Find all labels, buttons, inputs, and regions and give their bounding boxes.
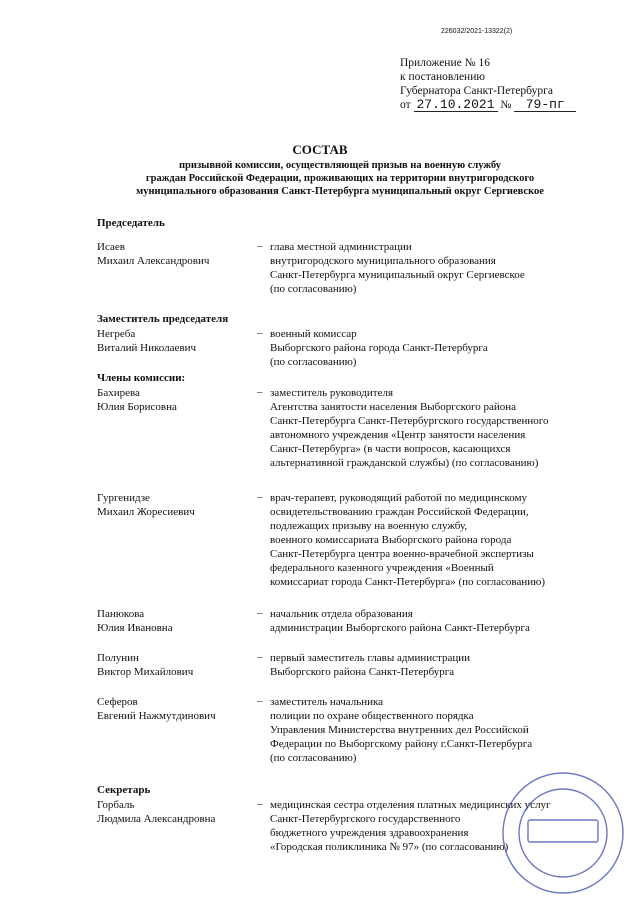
dash: –: [257, 327, 263, 339]
section-deputy: Заместитель председателя: [97, 313, 229, 325]
document-subtitle: [60, 159, 620, 198]
number-label: №: [500, 99, 512, 111]
person-position: первый заместитель главы администрации Выборгского района Санкт-Петербурга: [270, 652, 470, 678]
document-title: СОСТАВ: [292, 142, 348, 157]
dash: –: [257, 386, 263, 398]
document-number: 226032/2021-13322(2): [441, 28, 513, 35]
section-members: Члены комиссии:: [97, 372, 186, 384]
person-position: военный комиссар Выборгского района города Санкт-Петербурга (по согласованию): [270, 328, 488, 368]
person-name: Сеферов Евгений Нажмутдинович: [97, 696, 216, 722]
dash: –: [257, 695, 263, 707]
person-name: Бахирева Юлия Борисовна: [97, 387, 177, 413]
person-position: глава местной администрации внутригородского муниципального образования Санкт-Петербурга муниципальный округ Сергиевское (по согласованию): [270, 241, 525, 295]
person-name: Гургенидзе Михаил Жоресиевич: [97, 492, 195, 518]
person-position: заместитель руководителя Агентства занятости населения Выборгского района Санкт-Петербурга Санкт-Петербургского государственного автономного учреждения «Центр занятости населения Санкт-Петербурга» (в части вопросов, касающихся альтернативной гражданской службы) (по согласованию): [270, 387, 549, 469]
person-position: начальник отдела образования администрации Выборгского района Санкт-Петербурга: [270, 608, 530, 634]
appendix-line-1: Приложение № 16: [400, 57, 490, 69]
person-name: Панюкова Юлия Ивановна: [97, 608, 173, 634]
decree-date: 27.10.2021: [414, 98, 498, 112]
subtitle-line: муниципального образования Санкт-Петербурга муниципальный округ Сергиевское: [136, 186, 544, 197]
section-chairman: Председатель: [97, 217, 165, 229]
dash: –: [257, 607, 263, 619]
dash: –: [257, 651, 263, 663]
appendix-block: [400, 56, 576, 112]
person-name: Горбаль Людмила Александровна: [97, 799, 216, 825]
dash: –: [257, 491, 263, 503]
official-stamp-icon: [498, 768, 628, 898]
subtitle-line: граждан Российской Федерации, проживающих на территории внутригородского: [145, 173, 535, 184]
from-label: от: [400, 99, 411, 111]
section-secretary: Секретарь: [97, 784, 151, 796]
dash: –: [257, 240, 263, 252]
appendix-line-2: к постановлению: [400, 71, 485, 83]
person-name: Полунин Виктор Михайлович: [97, 652, 194, 678]
subtitle-line: призывной комиссии, осуществляющей призыв на военную службу: [179, 160, 501, 171]
decree-number: 79-пг: [514, 98, 576, 112]
appendix-line-3: Губернатора Санкт-Петербурга: [400, 85, 553, 97]
person-position: заместитель начальника полиции по охране общественного порядка Управления Министерства внутренних дел Российской Федерации по Выборгскому району г.Санкт-Петербурга (по согласованию): [270, 696, 533, 764]
dash: –: [257, 798, 263, 810]
person-name: Негреба Виталий Николаевич: [97, 328, 196, 354]
person-position: врач-терапевт, руководящий работой по медицинскому освидетельствованию граждан Российской Федерации, подлежащих призыву на военную службу, военного комиссариата Выборгского района города Санкт-Петербурга центра военно-врачебной экспертизы федерального казенного учреждения «Военный комиссариат города Санкт-Петербурга» (по согласованию): [270, 492, 545, 588]
person-position: медицинская сестра отделения платных медицинских услуг Санкт-Петербургского государственного бюджетного учреждения здравоохранения «Городская поликлиника № 97» (по согласованию): [270, 799, 551, 853]
person-name: Исаев Михаил Александрович: [97, 241, 210, 267]
appendix-date-line: [400, 98, 576, 112]
